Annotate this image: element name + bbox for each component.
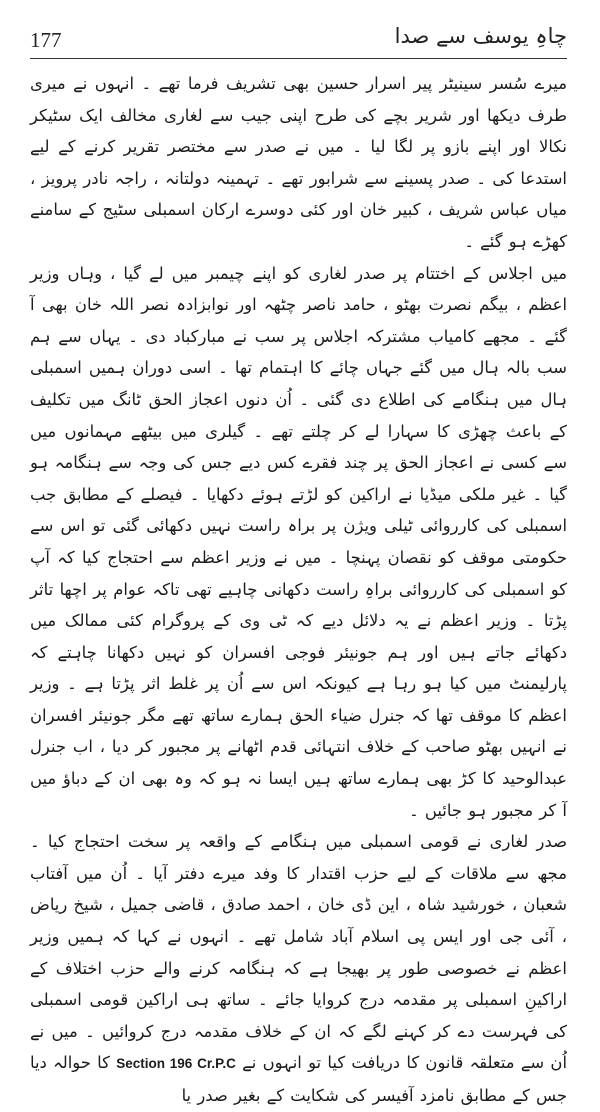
page-header	[30, 22, 567, 62]
paragraph-3-text: صدر لغاری نے قومی اسمبلی میں ہنگامے کے واقعہ پر سخت احتجاج کیا ۔ مجھ سے ملاقات کے لیے حزب اقتدار کا وفد میرے دفتر آیا ۔ اُن میں آفتاب شعبان ، خورشید شاہ ، این ڈی خان ، احمد صادق ، قاضی جمیل ، شیخ ریاض ، آئی جی اور ایس پی اسلام آباد شامل تھے ۔ انہوں نے کہا کہ ہمیں وزیر اعظم نے خصوصی طور پر بھیجا ہے کہ ہنگامہ کرنے والے حزب اختلاف کے اراکینِ اسمبلی پر مقدمہ درج کروایا جائے ۔ ساتھ ہی اراکین قومی اسمبلی کی فہرست دے کر کہنے لگے کہ ان کے خلاف مقدمہ درج کروائیں ۔ میں نے اُن سے متعلقہ قانون کا دریافت کیا تو انہوں نے	[30, 832, 568, 1073]
paragraph-3	[30, 826, 567, 1111]
running-title: چاہِ یوسف سے صدا	[394, 24, 567, 48]
page-number: 177	[30, 28, 62, 52]
page-body	[30, 68, 567, 1112]
paragraph-1: میرے سُسر سینیٹر پیر اسرار حسین بھی تشریف فرما تھے ۔ انہوں نے میری طرف دیکھا اور شریر بچے کی طرح اپنی جیب سے لغاری مخالف ایک سٹیکر نکالا اور اپنے بازو پر لگا لیا ۔ میں نے صدر سے مختصر تقریر کرنے کے لیے استدعا کی ۔ صدر پسینے سے شرابور تھے ۔ تہمینہ دولتانہ ، راجہ نادر پرویز ، میاں عباس شریف ، کبیر خان اور کئی دوسرے ارکان اسمبلی سٹیج کے سامنے کھڑے ہو گئے ۔	[30, 74, 567, 251]
header-divider	[30, 58, 567, 59]
paragraph-2: میں اجلاس کے اختتام پر صدر لغاری کو اپنے چیمبر میں لے گیا ، وہاں وزیر اعظم ، بیگم نصرت بھٹو ، حامد ناصر چٹھہ اور نوابزادہ نصر اللہ خان بھی آ گئے ۔ مجھے کامیاب مشترکہ اجلاس پر سب نے مبارکباد دی ۔ یہاں سے ہم سب بالہ ہال میں گئے جہاں چائے کا اہتمام تھا ۔ اسی دوران ہمیں اسمبلی ہال میں ہنگامے کی اطلاع دی گئی ۔ اُن دنوں اعجاز الحق ٹانگ میں تکلیف کے باعث چھڑی کا سہارا لے کر چلتے تھے ۔ گیلری میں بیٹھے مہمانوں میں سے کسی نے اعجاز الحق پر چند فقرے کس دیے جس کی وجہ سے ہنگامہ ہو گیا ۔ غیر ملکی میڈیا نے اراکین کو لڑتے ہوئے دکھایا ۔ فیصلے کے مطابق جب اسمبلی کی کارروائی ٹیلی ویژن پر براہ راست نہیں دکھائی گئی تو اس سے حکومتی موقف کو نقصان پہنچا ۔ میں نے وزیر اعظم سے احتجاج کیا کہ آپ کو اسمبلی کی کارروائی براہِ راست دکھانی چاہیے تھی تاکہ عوام پر اچھا تاثر پڑتا ۔ وزیر اعظم نے یہ دلائل دیے کہ ٹی وی کے پروگرام کئی ممالک میں دکھائے جاتے ہیں اور ہم جونیئر فوجی افسران کو نہیں دکھانا چاہتے کہ پارلیمنٹ میں کیا ہو رہا ہے کیونکہ اس سے اُن پر غلط اثر پڑتا ہے ۔ وزیر اعظم کا موقف تھا کہ جنرل ضیاء الحق ہمارے ساتھ تھے مگر جونیئر افسران نے انہیں بھٹو صاحب کے خلاف انتہائی قدم اٹھانے پر مجبور کر دیا ، اب جنرل عبدالوحید کا کڑ بھی ہمارے ساتھ ہیں ایسا نہ ہو کہ وہ بھی ان کے دباؤ میں آ کر مجبور ہو جائیں ۔	[30, 263, 567, 820]
section-reference: Section 196 Cr.P.C	[116, 1056, 236, 1072]
paragraph-3-tail: کا حوالہ دیا جس کے مطابق نامزد آفیسر کی شکایت کے بغیر صدر یا	[30, 1053, 567, 1105]
